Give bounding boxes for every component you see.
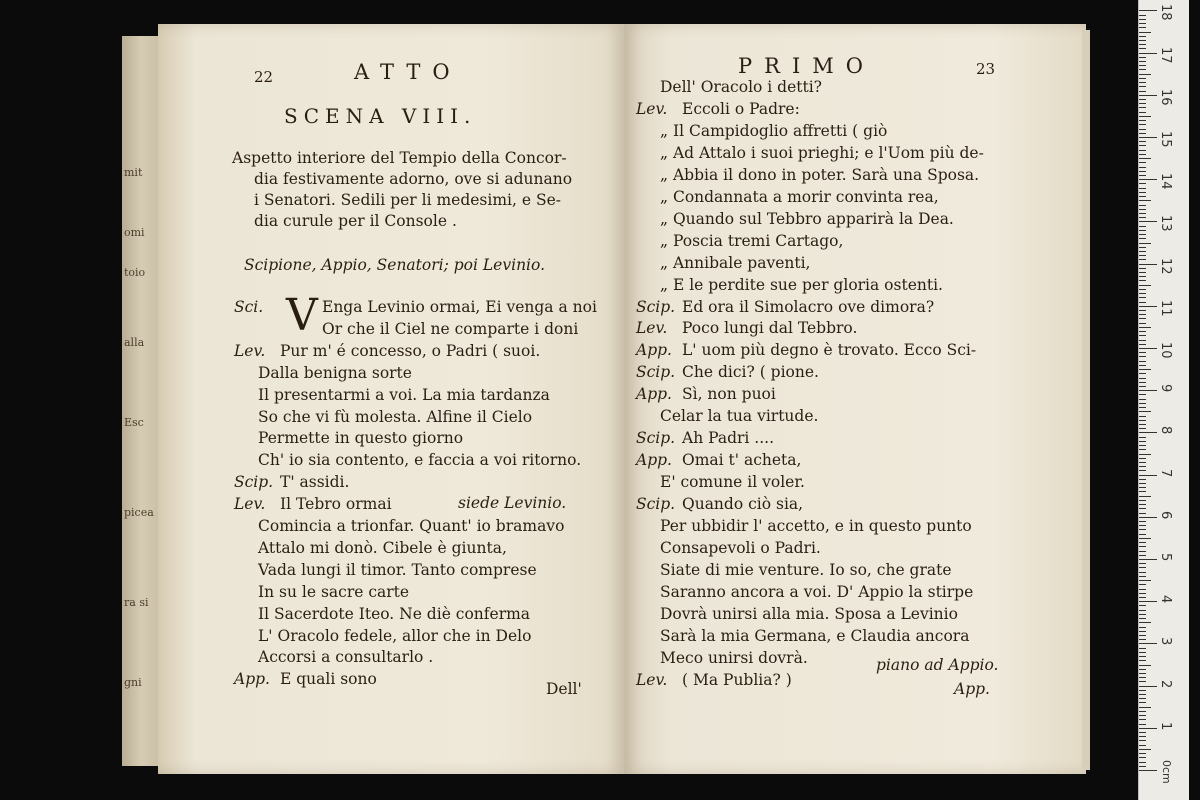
ruler-tick	[1139, 753, 1146, 754]
ruler-tick	[1139, 551, 1146, 552]
speaker-label: Lev.	[636, 319, 668, 338]
left-page	[158, 24, 624, 774]
stage-direction: piano ad Appio.	[876, 656, 999, 674]
speaker-label: Scip.	[636, 363, 676, 382]
ruler-tick	[1139, 749, 1151, 750]
verse-line: Sì, non puoi	[682, 385, 776, 404]
ruler-tick	[1139, 255, 1146, 256]
ruler-tick	[1139, 86, 1146, 87]
scene-title: SCENA VIII.	[284, 104, 477, 128]
verse-line: Il Tebro ormai	[280, 495, 392, 514]
ruler-tick	[1139, 129, 1146, 130]
verse-line: T' assidi.	[280, 473, 350, 492]
ruler-tick	[1139, 762, 1146, 763]
stage-line: Aspetto interiore del Tempio della Concor-	[232, 149, 567, 167]
verse-line: Ah Padri ....	[682, 429, 775, 448]
ruler-tick	[1139, 610, 1146, 611]
ruler-tick	[1139, 344, 1146, 345]
ruler-number: 9	[1158, 384, 1173, 393]
ruler-tick	[1139, 407, 1146, 408]
ruler-tick	[1139, 669, 1146, 670]
ruler-tick	[1139, 107, 1146, 108]
ruler-tick	[1139, 331, 1146, 332]
ruler-tick	[1139, 686, 1157, 687]
ruler-tick	[1139, 205, 1146, 206]
ruler-tick	[1139, 736, 1146, 737]
ruler-tick	[1139, 243, 1151, 244]
ruler-tick	[1139, 386, 1146, 387]
ruler-tick	[1139, 78, 1146, 79]
running-head: PRIMO	[738, 54, 875, 78]
ruler-tick	[1139, 188, 1146, 189]
ruler-tick	[1139, 133, 1146, 134]
verse-line: „ Il Campidoglio affretti ( giò	[660, 121, 888, 140]
ruler-tick	[1139, 10, 1157, 11]
ruler-tick	[1139, 466, 1146, 467]
verse-line: Dovrà unirsi alla mia. Sposa a Levinio	[660, 604, 958, 623]
verse-line: Celar la tua virtude.	[660, 407, 819, 426]
ruler-number: 2	[1158, 679, 1173, 688]
ruler-tick	[1139, 230, 1146, 231]
ruler-number: 12	[1158, 257, 1173, 275]
ruler-tick	[1139, 69, 1146, 70]
ruler-tick	[1139, 614, 1146, 615]
ruler-tick	[1139, 403, 1146, 404]
ruler-tick	[1139, 631, 1146, 632]
ruler-tick	[1139, 276, 1146, 277]
ruler-tick	[1139, 196, 1146, 197]
ruler-tick	[1139, 652, 1146, 653]
verse-line: „ Quando sul Tebbro apparirà la Dea.	[660, 209, 954, 228]
character-list: Scipione, Appio, Senatori; poi Levinio.	[244, 256, 545, 274]
ruler-tick	[1139, 251, 1146, 252]
ruler-tick	[1139, 576, 1146, 577]
ruler-tick	[1139, 27, 1146, 28]
verse-line: „ Ad Attalo i suoi prieghi; e l'Uom più de-	[660, 143, 984, 162]
ruler-tick	[1139, 162, 1146, 163]
ruler-tick	[1139, 580, 1151, 581]
ruler-tick	[1139, 57, 1146, 58]
edge-text-fragment: omi	[124, 226, 145, 239]
ruler-tick	[1139, 369, 1151, 370]
ruler-tick	[1139, 200, 1151, 201]
speaker-label: App.	[636, 385, 672, 404]
stage-line: dia curule per il Console .	[254, 212, 457, 230]
ruler-tick	[1139, 458, 1146, 459]
ruler-tick	[1139, 40, 1146, 41]
ruler-tick	[1139, 677, 1146, 678]
ruler-tick	[1139, 171, 1146, 172]
ruler-tick	[1139, 732, 1146, 733]
ruler-tick	[1139, 280, 1146, 281]
ruler-tick	[1139, 268, 1146, 269]
ruler-tick	[1139, 352, 1146, 353]
ruler-number: 5	[1158, 553, 1173, 562]
ruler-number: 7	[1158, 468, 1173, 477]
ruler-tick	[1139, 289, 1146, 290]
ruler-tick	[1139, 673, 1146, 674]
speaker-label: Scip.	[234, 473, 274, 492]
verse-line: L' uom più degno è trovato. Ecco Sci-	[682, 341, 977, 360]
ruler-tick	[1139, 584, 1146, 585]
ruler-tick	[1139, 508, 1146, 509]
verse-line: E quali sono	[280, 670, 377, 689]
ruler-tick	[1139, 394, 1146, 395]
verse-line: Enga Levinio ormai, Ei venga a noi	[322, 298, 597, 316]
ruler-tick	[1139, 521, 1146, 522]
speaker-label: Lev.	[636, 670, 668, 689]
ruler-tick	[1139, 310, 1146, 311]
ruler-tick	[1139, 373, 1146, 374]
verse-line: „ E le perdite sue per gloria ostenti.	[660, 275, 943, 294]
verse-line: Il Sacerdote Iteo. Ne diè conferma	[258, 604, 531, 623]
speaker-label: App.	[234, 670, 270, 689]
ruler-tick	[1139, 416, 1146, 417]
verse-line: Accorsi a consultarlo .	[258, 648, 434, 667]
verse-line: Dell' Oracolo i detti?	[660, 78, 822, 96]
verse-line: L' Oracolo fedele, allor che in Delo	[258, 626, 532, 645]
ruler-number: 1	[1158, 721, 1173, 731]
catchword: App.	[954, 680, 990, 698]
ruler-number: 6	[1158, 510, 1173, 520]
verse-line: „ Annibale paventi,	[660, 253, 811, 272]
ruler-tick	[1139, 432, 1157, 433]
ruler-tick	[1139, 302, 1146, 303]
stage-line: dia festivamente adorno, ove si adunano	[254, 170, 573, 188]
ruler-tick	[1139, 487, 1146, 488]
speaker-label: Scip.	[636, 429, 676, 448]
open-book	[122, 24, 1090, 780]
running-head: ATTO	[354, 60, 462, 84]
ruler-tick	[1139, 179, 1157, 180]
ruler-tick	[1139, 601, 1157, 602]
verse-line: Dalla benigna sorte	[258, 363, 412, 382]
ruler-tick	[1139, 491, 1146, 492]
speaker-label: Sci.	[234, 298, 264, 316]
verse-line: Per ubbidir l' accetto, e in questo punto	[660, 517, 972, 535]
edge-text-fragment: picea	[124, 506, 154, 519]
ruler-tick	[1139, 665, 1151, 666]
ruler-tick	[1139, 622, 1151, 623]
ruler-tick	[1139, 694, 1146, 695]
ruler-tick	[1139, 593, 1146, 594]
ruler-tick	[1139, 441, 1146, 442]
edge-text-fragment: ra si	[124, 596, 149, 609]
edge-text-fragment: gni	[124, 676, 142, 689]
ruler-tick	[1139, 745, 1146, 746]
ruler-tick	[1139, 348, 1157, 349]
ruler-tick	[1139, 605, 1146, 606]
ruler-tick	[1139, 19, 1146, 20]
verse-line: Sarà la mia Germana, e Claudia ancora	[660, 626, 970, 645]
ruler-number: 8	[1158, 426, 1173, 435]
verse-line: E' comune il voler.	[660, 473, 805, 492]
ruler-tick	[1139, 715, 1146, 716]
ruler-tick	[1139, 217, 1146, 218]
ruler-tick	[1139, 766, 1146, 767]
ruler-tick	[1139, 314, 1146, 315]
ruler-number: 10	[1158, 342, 1173, 359]
verse-line: „ Abbia il dono in poter. Sarà una Sposa.	[660, 165, 980, 184]
verse-line: Pur m' é concesso, o Padri ( suoi.	[280, 341, 541, 360]
ruler-tick	[1139, 382, 1146, 383]
stage-direction: siede Levinio.	[458, 494, 567, 512]
ruler-tick	[1139, 542, 1146, 543]
verse-line: Siate di mie venture. Io so, che grate	[660, 560, 952, 579]
verse-line: In su le sacre carte	[258, 582, 410, 601]
ruler-tick	[1139, 175, 1146, 176]
ruler-tick	[1139, 65, 1146, 66]
verse-line: ( Ma Publia? )	[682, 670, 792, 689]
verse-line: Vada lungi il timor. Tanto comprese	[258, 560, 537, 579]
edge-text-fragment: Esc	[124, 416, 144, 429]
ruler-tick	[1139, 213, 1146, 214]
verse-line: Ed ora il Simolacro ove dimora?	[682, 297, 935, 316]
ruler-tick	[1139, 293, 1146, 294]
ruler-tick	[1139, 327, 1151, 328]
ruler-tick	[1139, 483, 1146, 484]
ruler-tick	[1139, 546, 1146, 547]
ruler-tick	[1139, 378, 1146, 379]
ruler-tick	[1139, 297, 1146, 298]
ruler-tick	[1139, 534, 1146, 535]
ruler-tick	[1139, 470, 1146, 471]
ruler-tick	[1139, 44, 1146, 45]
ruler-tick	[1139, 563, 1146, 564]
ruler-tick	[1139, 719, 1146, 720]
ruler-tick	[1139, 91, 1146, 92]
ruler-tick	[1139, 192, 1146, 193]
ruler-number: 17	[1158, 46, 1173, 64]
drop-cap: V	[286, 290, 318, 341]
speaker-label: App.	[636, 341, 672, 360]
edge-text-fragment: mit	[124, 166, 143, 179]
ruler-tick	[1139, 504, 1146, 505]
ruler-tick	[1139, 597, 1146, 598]
ruler-tick	[1139, 116, 1151, 117]
speaker-label: App.	[636, 451, 672, 470]
ruler-number: 15	[1158, 131, 1173, 148]
ruler-tick	[1139, 124, 1146, 125]
verse-line: Eccoli o Padre:	[682, 99, 800, 118]
ruler-tick	[1139, 399, 1146, 400]
ruler-tick	[1139, 259, 1146, 260]
ruler-tick	[1139, 707, 1151, 708]
ruler-tick	[1139, 158, 1151, 159]
ruler-number: 13	[1158, 215, 1173, 232]
ruler-tick	[1139, 496, 1151, 497]
ruler-tick	[1139, 449, 1146, 450]
ruler-tick	[1139, 112, 1146, 113]
page-number: 23	[976, 60, 996, 78]
ruler-tick	[1139, 390, 1157, 391]
ruler-tick	[1139, 323, 1146, 324]
speaker-label: Scip.	[636, 297, 676, 316]
ruler-tick	[1139, 627, 1146, 628]
ruler-tick	[1139, 589, 1146, 590]
ruler-tick	[1139, 728, 1157, 729]
ruler-tick	[1139, 365, 1146, 366]
ruler-tick	[1139, 538, 1151, 539]
ruler-tick	[1139, 285, 1151, 286]
ruler-tick	[1139, 48, 1146, 49]
ruler-tick	[1139, 462, 1146, 463]
ruler-tick	[1139, 154, 1146, 155]
ruler-tick	[1139, 475, 1157, 476]
ruler-tick	[1139, 340, 1146, 341]
ruler-number: 3	[1158, 637, 1173, 646]
ruler-tick	[1139, 420, 1146, 421]
edge-text-fragment: toio	[124, 266, 146, 279]
ruler-tick	[1139, 724, 1146, 725]
ruler-tick	[1139, 635, 1146, 636]
page-stack-edge	[1082, 30, 1090, 770]
ruler-tick	[1139, 411, 1151, 412]
ruler-tick	[1139, 656, 1146, 657]
ruler-tick	[1139, 479, 1146, 480]
ruler-number: 16	[1158, 88, 1173, 106]
ruler-tick	[1139, 145, 1146, 146]
verse-line: „ Condannata a morir convinta rea,	[660, 187, 939, 206]
verse-line: Permette in questo giorno	[258, 429, 464, 448]
ruler-tick	[1139, 513, 1146, 514]
ruler-tick	[1139, 572, 1146, 573]
ruler-tick	[1139, 221, 1157, 222]
verse-line: Che dici? ( pione.	[682, 363, 819, 382]
ruler-tick	[1139, 61, 1146, 62]
ruler-tick	[1139, 74, 1151, 75]
ruler-tick	[1139, 639, 1146, 640]
verse-line: Ch' io sia contento, e faccia a voi ritorno.	[258, 451, 582, 470]
measuring-ruler	[1138, 0, 1189, 800]
catchword: Dell'	[546, 680, 582, 698]
ruler-tick	[1139, 643, 1157, 644]
ruler-tick	[1139, 15, 1146, 16]
ruler-tick	[1139, 141, 1146, 142]
ruler-tick	[1139, 702, 1146, 703]
ruler-tick	[1139, 238, 1146, 239]
ruler-number: 4	[1158, 595, 1173, 604]
ruler-tick	[1139, 757, 1146, 758]
ruler-tick	[1139, 517, 1157, 518]
verse-line: Attalo mi donò. Cibele è giunta,	[258, 538, 507, 557]
speaker-label: Lev.	[234, 341, 266, 360]
ruler-tick	[1139, 82, 1146, 83]
ruler-tick	[1139, 555, 1146, 556]
ruler-tick	[1139, 500, 1146, 501]
ruler-tick	[1139, 660, 1146, 661]
edge-text-fragment: alla	[124, 336, 145, 349]
ruler-tick	[1139, 361, 1146, 362]
verse-line: Poco lungi dal Tebbro.	[682, 319, 858, 338]
verse-line: Comincia a trionfar. Quant' io bramavo	[258, 517, 565, 535]
ruler-tick	[1139, 53, 1157, 54]
ruler-tick	[1139, 356, 1146, 357]
ruler-tick	[1139, 32, 1151, 33]
verse-line: Quando ciò sia,	[682, 495, 804, 514]
ruler-tick	[1139, 525, 1146, 526]
ruler-tick	[1139, 36, 1146, 37]
verse-line: Meco unirsi dovrà.	[660, 648, 808, 667]
ruler-tick	[1139, 335, 1146, 336]
ruler-tick	[1139, 183, 1146, 184]
speaker-label: Lev.	[636, 99, 668, 118]
ruler-tick	[1139, 99, 1146, 100]
right-page	[624, 24, 1086, 774]
verse-line: Il presentarmi a voi. La mia tardanza	[258, 385, 550, 404]
ruler-tick	[1139, 681, 1146, 682]
ruler-tick	[1139, 103, 1146, 104]
speaker-label: Scip.	[636, 495, 676, 514]
ruler-tick	[1139, 770, 1157, 771]
ruler-tick	[1139, 226, 1146, 227]
verse-line: So che vi fù molesta. Alfine il Cielo	[258, 407, 533, 426]
ruler-tick	[1139, 137, 1157, 138]
verse-line: Omai t' acheta,	[682, 451, 802, 470]
ruler-tick	[1139, 690, 1146, 691]
ruler-unit: 0cm	[1160, 760, 1173, 784]
ruler-tick	[1139, 567, 1146, 568]
ruler-tick	[1139, 529, 1146, 530]
verse-line: Consapevoli o Padri.	[660, 538, 821, 557]
ruler-tick	[1139, 23, 1146, 24]
ruler-tick	[1139, 648, 1146, 649]
ruler-tick	[1139, 306, 1157, 307]
verse-line: „ Poscia tremi Cartago,	[660, 231, 844, 250]
ruler-tick	[1139, 740, 1146, 741]
ruler-tick	[1139, 167, 1146, 168]
ruler-tick	[1139, 150, 1146, 151]
ruler-tick	[1139, 618, 1146, 619]
verse-line: Saranno ancora a voi. D' Appio la stirpe	[660, 582, 974, 601]
ruler-tick	[1139, 424, 1146, 425]
verse-line: Or che il Ciel ne comparte i doni	[322, 319, 579, 338]
ruler-tick	[1139, 247, 1146, 248]
ruler-tick	[1139, 559, 1157, 560]
speaker-label: Lev.	[234, 495, 266, 514]
ruler-tick	[1139, 234, 1146, 235]
ruler-number: 18	[1158, 4, 1173, 21]
ruler-tick	[1139, 437, 1146, 438]
ruler-tick	[1139, 698, 1146, 699]
ruler-tick	[1139, 445, 1146, 446]
ruler-tick	[1139, 95, 1157, 96]
page-number: 22	[254, 68, 274, 86]
ruler-tick	[1139, 711, 1146, 712]
ruler-tick	[1139, 209, 1146, 210]
ruler-number: 14	[1158, 173, 1173, 190]
ruler-tick	[1139, 120, 1146, 121]
stage-line: i Senatori. Sedili per li medesimi, e Se-	[254, 191, 561, 209]
ruler-tick	[1139, 454, 1151, 455]
ruler-tick	[1139, 264, 1157, 265]
ruler-tick	[1139, 272, 1146, 273]
ruler-tick	[1139, 318, 1146, 319]
ruler-number: 11	[1158, 299, 1173, 317]
ruler-tick	[1139, 428, 1146, 429]
